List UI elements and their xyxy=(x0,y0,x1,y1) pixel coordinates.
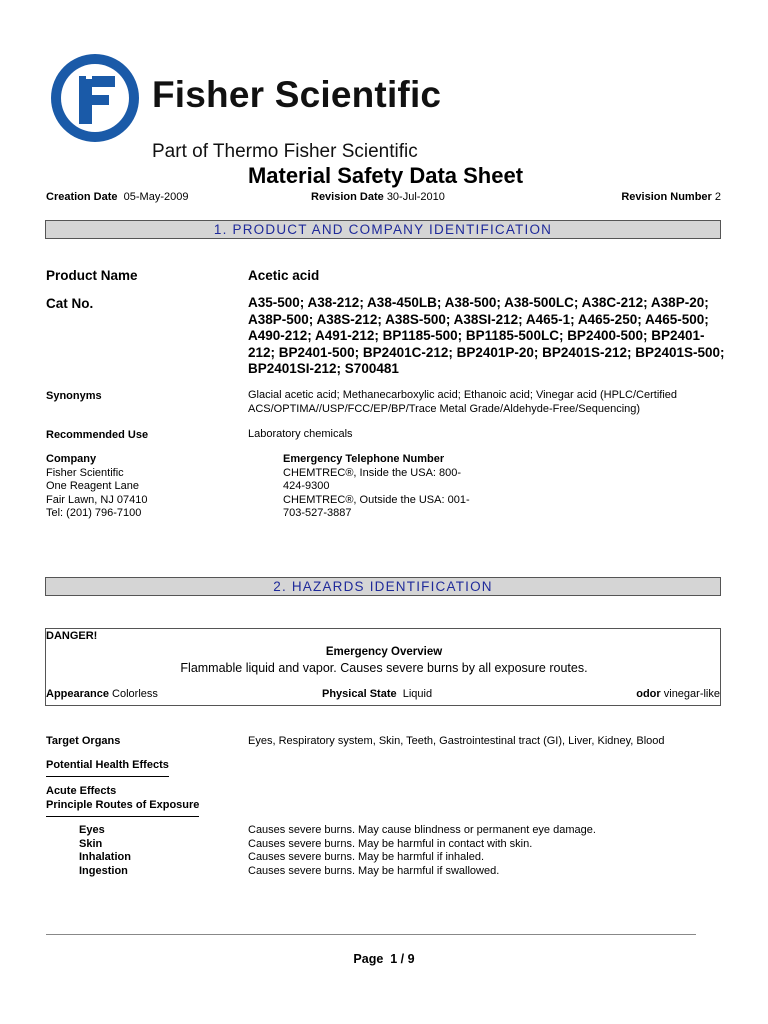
page-current: 1 xyxy=(390,952,398,966)
company-line: Tel: (201) 796-7100 xyxy=(46,507,142,519)
synonyms-label: Synonyms xyxy=(46,390,102,402)
page-number: Page 1 / 9 xyxy=(353,952,415,966)
potential-health-effects-heading: Potential Health Effects xyxy=(46,759,169,777)
cat-no-label: Cat No. xyxy=(46,296,94,311)
creation-date-value: 05-May-2009 xyxy=(123,191,189,203)
odor xyxy=(636,688,720,702)
exposure-effect: Causes severe burns. May cause blindness or permanent eye damage. xyxy=(248,824,596,836)
page-total: 9 xyxy=(407,952,415,966)
revision-date xyxy=(311,191,445,203)
emergency-phone-line: 703-527-3887 xyxy=(283,507,352,519)
cat-no-value: A35-500; A38-212; A38-450LB; A38-500; A38-500LC; A38C-212; A38P-20; A38P-500; A38S-212; A38S-500; A38SI-212; A465-1; A465-250; A465-500; A490-212; A491-212; BP1185-500; BP1185-500LC; BP2400-500; BP2401-212; BP2401-500; BP2401C-212; BP2401P-20; BP2401S-212; BP2401S-500; BP2401SI-212; S700481 xyxy=(248,295,725,376)
emergency-phone-line: CHEMTREC®, Inside the USA: 800- xyxy=(283,466,462,479)
appearance-label: Appearance xyxy=(46,688,109,700)
target-organs-value: Eyes, Respiratory system, Skin, Teeth, Gastrointestinal tract (GI), Liver, Kidney, Blood xyxy=(248,735,665,747)
revision-number xyxy=(621,191,721,203)
odor-label: odor xyxy=(636,688,661,700)
physical-state xyxy=(322,688,432,702)
odor-value: vinegar-like xyxy=(663,688,720,700)
revision-number-value: 2 xyxy=(714,191,721,203)
exposure-route: Skin xyxy=(79,837,103,850)
emergency-phone-block xyxy=(283,453,503,521)
brand-tagline: Part of Thermo Fisher Scientific xyxy=(152,141,418,162)
recommended-use-value: Laboratory chemicals xyxy=(248,428,353,440)
company-line: Fisher Scientific xyxy=(46,466,124,479)
emergency-phone-line: CHEMTREC®, Outside the USA: 001- xyxy=(283,493,470,506)
emergency-phone-label: Emergency Telephone Number xyxy=(283,453,445,465)
company-label: Company xyxy=(46,453,97,465)
synonyms-value: Glacial acetic acid; Methanecarboxylic acid; Ethanoic acid; Vinegar acid (HPLC/Certified ACS/OPTIMA//USP/FCC/EP/BP/Trace Metal Grade/Aldehyde-Free/Sequencing) xyxy=(248,389,678,415)
exposure-route: Inhalation xyxy=(79,851,131,863)
product-name-label: Product Name xyxy=(46,268,138,283)
appearance xyxy=(46,688,158,702)
company-line: Fair Lawn, NJ 07410 xyxy=(46,493,148,506)
target-organs-label: Target Organs xyxy=(46,735,121,747)
exposure-route: Eyes xyxy=(79,824,105,836)
revision-number-label: Revision Number xyxy=(621,191,712,203)
exposure-effect: Causes severe burns. May be harmful in contact with skin. xyxy=(248,837,533,850)
physical-state-label: Physical State xyxy=(322,688,397,700)
exposure-effect: Causes severe burns. May be harmful if inhaled. xyxy=(248,851,485,863)
physical-state-value: Liquid xyxy=(402,688,433,700)
section-header-hazards-identification: 2. HAZARDS IDENTIFICATION xyxy=(45,577,721,596)
revision-date-label: Revision Date xyxy=(311,191,384,203)
creation-date xyxy=(46,191,188,203)
exposure-route: Ingestion xyxy=(79,864,128,877)
page-label: Page xyxy=(353,952,384,966)
emergency-phone-line: 424-9300 xyxy=(283,480,330,492)
brand-name: Fisher Scientific xyxy=(152,74,442,115)
revision-date-value: 30-Jul-2010 xyxy=(386,191,445,203)
acute-effects-heading: Acute Effects xyxy=(46,785,117,797)
recommended-use-label: Recommended Use xyxy=(46,429,149,441)
appearance-value: Colorless xyxy=(112,688,158,700)
company-line: One Reagent Lane xyxy=(46,480,139,492)
company-block xyxy=(46,453,148,521)
exposure-effect: Causes severe burns. May be harmful if swallowed. xyxy=(248,864,500,877)
section-header-product-identification: 1. PRODUCT AND COMPANY IDENTIFICATION xyxy=(45,220,721,239)
fisher-f-logo-icon xyxy=(49,52,141,144)
document-title: Material Safety Data Sheet xyxy=(247,163,524,188)
emergency-overview-text: Flammable liquid and vapor. Causes severe burns by all exposure routes. xyxy=(180,661,588,675)
danger-label: DANGER! xyxy=(46,630,98,642)
product-name-value: Acetic acid xyxy=(248,268,320,283)
creation-date-label: Creation Date xyxy=(46,191,118,203)
emergency-overview-title: Emergency Overview xyxy=(325,646,443,658)
principle-routes-heading: Principle Routes of Exposure xyxy=(46,799,199,817)
footer-divider xyxy=(46,934,696,935)
